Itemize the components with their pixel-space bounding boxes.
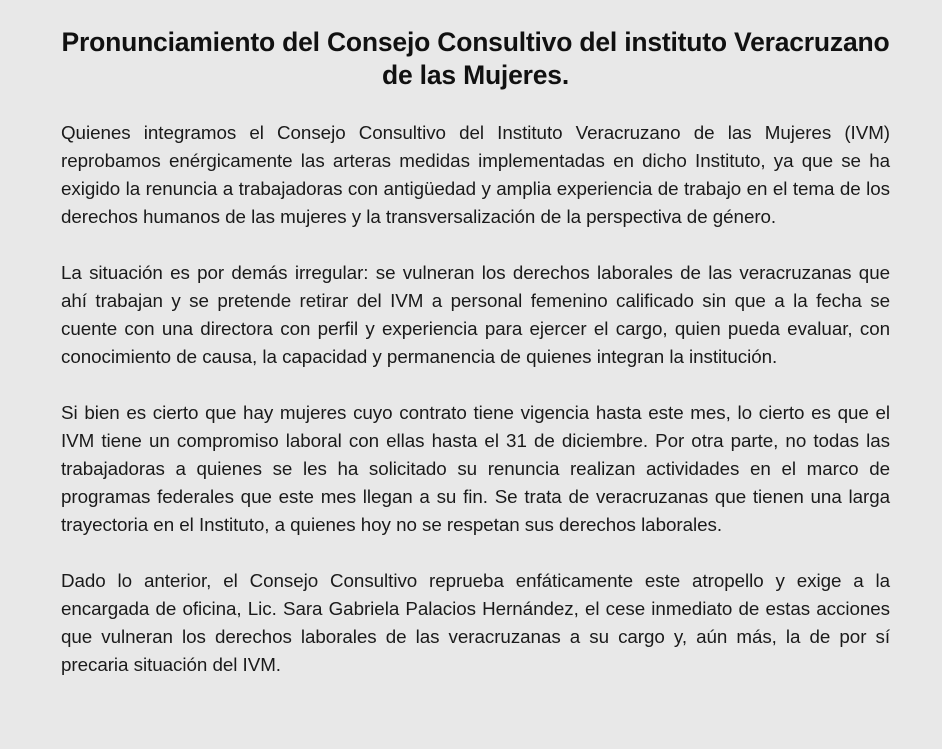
paragraph-1: Quienes integramos el Consejo Consultivo del Instituto Veracruzano de las Mujeres (IVM) reprobamos enérgicamente las arteras medidas implementadas en dicho Instituto, ya que se ha exigido la renuncia a trabajadoras con antigüedad y amplia experiencia de trabajo en el tema de los derechos humanos de las mujeres y la transversalización de la perspectiva de género. <box>61 122 890 227</box>
document-body <box>61 119 890 679</box>
paragraph-2: La situación es por demás irregular: se vulneran los derechos laborales de las veracruzanas que ahí trabajan y se pretende retirar del IVM a personal femenino calificado sin que a la fecha se cuente con una directora con perfil y experiencia para ejercer el cargo, quien pueda evaluar, con conocimiento de causa, la capacidad y permanencia de quienes integran la institución. <box>61 262 890 367</box>
document-title: Pronunciamiento del Consejo Consultivo del instituto Veracruzano de las Mujeres. <box>61 27 890 90</box>
paragraph-3: Si bien es cierto que hay mujeres cuyo contrato tiene vigencia hasta este mes, lo cierto es que el IVM tiene un compromiso laboral con ellas hasta el 31 de diciembre. Por otra parte, no todas las trabajadoras a quienes se les ha solicitado su renuncia realizan actividades en el marco de programas federales que este mes llegan a su fin. Se trata de veracruzanas que tienen una larga trayectoria en el Instituto, a quienes hoy no se respetan sus derechos laborales. <box>61 402 890 535</box>
paragraph-4: Dado lo anterior, el Consejo Consultivo reprueba enfáticamente este atropello y exige a la encargada de oficina, Lic. Sara Gabriela Palacios Hernández, el cese inmediato de estas acciones que vulneran los derechos laborales de las veracruzanas a su cargo y, aún más, la de por sí precaria situación del IVM. <box>61 570 890 675</box>
